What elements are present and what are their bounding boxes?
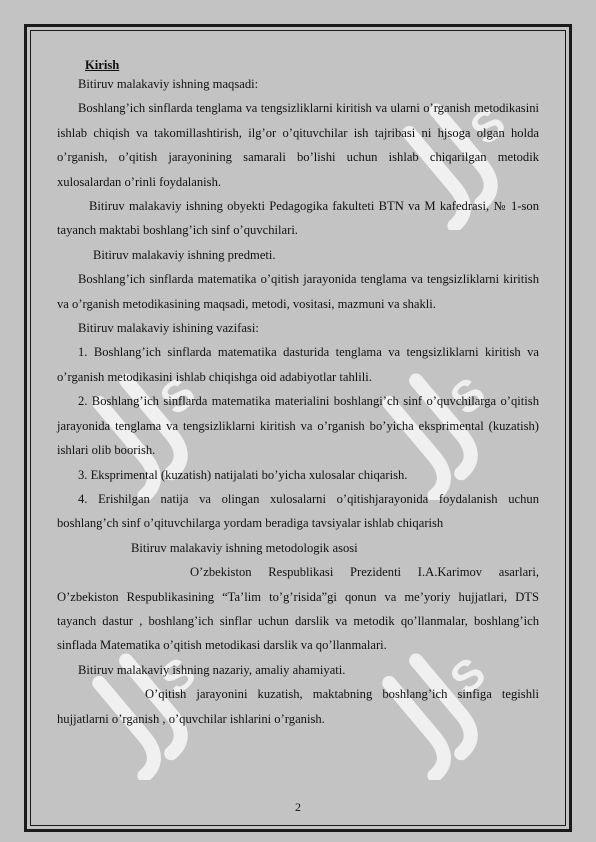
svg-text:S: S — [151, 648, 206, 705]
page-number: 2 — [295, 800, 301, 814]
list-item: 2. Boshlang’ich sinflarda matematika materialini boshlangi’ch sinf o’quvchilarga o’qitish jarayonida tenglama va tengsizliklarni kiritish va o’rganish bo’yicha eksprimental (kuzatish) ishlari olib boorish. — [57, 394, 539, 458]
paragraph: Boshlang’ich sinflarda tenglama va tengsizliklarni kiritish va ularni o’rganish metodikasini ishlab chiqish va takomillashtirish, ilg’or o’qituvchilar ish tajribasi ni hjsoga olgan holda o’rganish, o’qitish jarayonining samarali bo’lishi uchun ishlab chiqarilgan metodik xulosalardan o’rinli foydalanish. — [57, 101, 539, 189]
list-item: 4. Erishilgan natija va olingan xulosalarni o’qitishjarayonida foydalanish uchun boshlang’ch sinf o’qituvchilarga yordam beradiga tavsiyalar ishlab chiqarish — [57, 491, 539, 531]
paragraph: Bitiruv malakaviy ishning obyekti Pedagogika fakulteti BTN va M kafedrasi, № 1-son tayanch maktabi boshlang’ich sinf o’quvchilari. — [57, 199, 539, 238]
document-body — [57, 58, 539, 731]
svg-text:S: S — [151, 368, 206, 425]
svg-text:S: S — [461, 98, 516, 155]
svg-text:S: S — [441, 368, 496, 425]
svg-text:S: S — [441, 648, 496, 705]
paragraph: Bitiruv malakaviy ishning maqsadi: — [78, 77, 259, 91]
paragraph: O’zbekiston Respublikasi Prezidenti I.A.Karimov asarlari, O’zbekiston Respublikasining “Ta’lim to’g’risida”gi qonun va me’yoriy hujjatlari, DTS tayanch dastur , boshlang’ich sinflar uchun darslik va metodik qo’llanmalar, boshlang’ich sinflada Matematika o’qitish metodikasi darslik va qo’llanmalari. — [57, 565, 539, 653]
paragraph: Bitiruv malakaviy ishning nazariy, amaliy ahamiyati. — [78, 662, 346, 677]
paragraph-heading: Bitiruv malakaviy ishning metodologik asosi — [131, 540, 358, 555]
list-item: 3. Eksprimental (kuzatish) natijalati bo’yicha xulosalar chiqarish. — [78, 467, 408, 482]
section-title: Kirish — [85, 58, 120, 72]
paragraph: Bitiruv malakaviy ishning predmeti. — [93, 247, 276, 262]
paragraph: O’qitish jarayonini kuzatish, maktabning boshlang’ich sinfiga tegishli hujjatlarni o’rganish , o’quvchilar ishlarini o’rganish. — [57, 687, 539, 726]
list-item: 1. Boshlang’ich sinflarda matematika dasturida tenglama va tengsizliklarni kiritish va o’rganish metodikasini ishlab chiqishga oid adabiyotlar tahlili. — [57, 345, 539, 384]
paragraph: Boshlang’ich sinflarda matematika o’qitish jarayonida tenglama va tengsizliklarni kiritish va o’rganish metodikasining maqsadi, metodi, vositasi, mazmuni va shakli. — [57, 272, 539, 311]
paragraph: Bitiruv malakaviy ishining vazifasi: — [78, 321, 259, 336]
